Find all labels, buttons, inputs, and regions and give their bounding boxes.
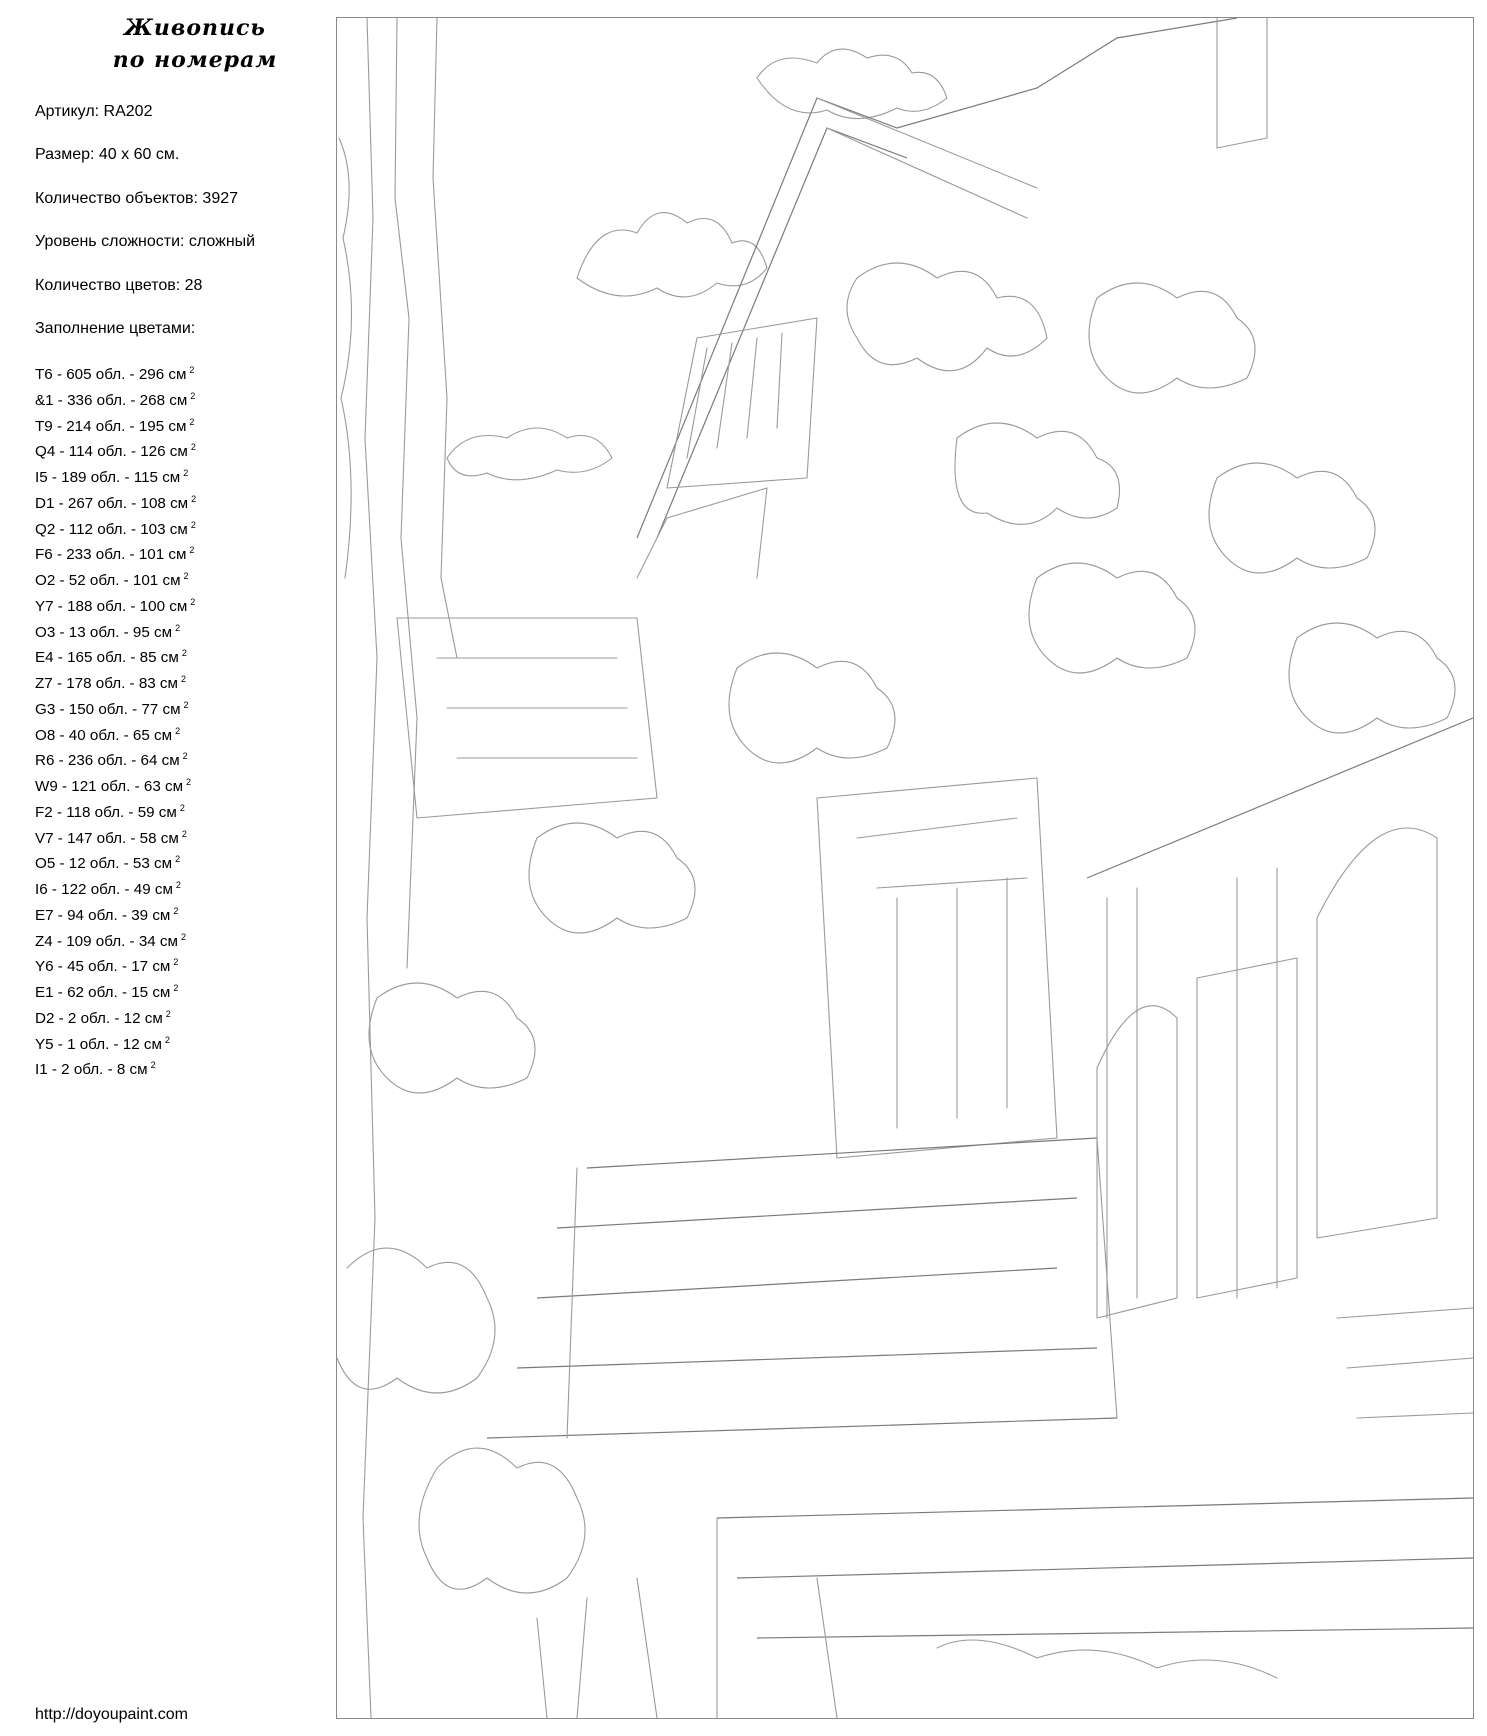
square-unit-superscript: 2 [165,1008,171,1019]
color-fill-text: &1 - 336 обл. - 268 см [35,391,188,409]
brand-logo [80,12,310,76]
color-fill-item [35,695,196,721]
square-unit-superscript: 2 [190,390,196,401]
square-unit-superscript: 2 [190,442,196,453]
color-fill-text: E7 - 94 обл. - 39 см [35,906,171,924]
brand-line-1: Живопись [124,15,266,41]
square-unit-superscript: 2 [190,596,196,607]
square-unit-superscript: 2 [190,519,196,530]
color-fill-item [35,824,196,850]
color-fill-text: D2 - 2 обл. - 12 см [35,1009,163,1027]
color-fill-text: Z4 - 109 обл. - 34 см [35,932,178,950]
color-fill-item [35,515,196,541]
color-fill-text: Q2 - 112 обл. - 103 см [35,520,188,538]
color-fill-item [35,772,196,798]
color-fill-item [35,643,196,669]
color-fill-item [35,618,196,644]
article-number: Артикул: RA202 [35,103,153,120]
color-fill-list [35,360,196,1081]
square-unit-superscript: 2 [175,725,181,736]
color-fill-item [35,1004,196,1030]
color-fill-item [35,360,196,386]
square-unit-superscript: 2 [173,905,179,916]
color-fill-text: I6 - 122 обл. - 49 см [35,881,173,898]
color-fill-text: R6 - 236 обл. - 64 см [35,752,180,770]
color-fill-item [35,669,196,695]
kit-info-sidebar [0,0,335,1736]
color-fill-item [35,463,196,489]
color-fill-item [35,952,196,978]
square-unit-superscript: 2 [180,931,186,942]
square-unit-superscript: 2 [175,854,181,865]
square-unit-superscript: 2 [173,957,179,968]
square-unit-superscript: 2 [179,802,185,813]
canvas-size: Размер: 40 х 60 см. [35,146,180,163]
colors-count: Количество цветов: 28 [35,277,203,294]
color-fill-text: W9 - 121 обл. - 63 см [35,778,184,795]
color-fill-text: O3 - 13 обл. - 95 см [35,623,173,641]
square-unit-superscript: 2 [182,751,188,762]
square-unit-superscript: 2 [181,828,187,839]
color-fill-text: O2 - 52 обл. - 101 см [35,572,181,589]
square-unit-superscript: 2 [183,468,189,478]
square-unit-superscript: 2 [180,674,186,684]
color-fill-text: Y5 - 1 обл. - 12 см [35,1035,162,1053]
color-fill-text: V7 - 147 обл. - 58 см [35,829,179,847]
objects-count: Количество объектов: 3927 [35,190,239,207]
color-fill-item [35,978,196,1004]
difficulty-level: Уровень сложности: сложный [35,233,256,250]
square-unit-superscript: 2 [183,571,189,581]
color-fill-item [35,1055,196,1081]
color-fill-item [35,746,196,772]
square-unit-superscript: 2 [189,416,195,427]
square-unit-superscript: 2 [173,983,179,993]
color-fill-text: T9 - 214 обл. - 195 см [35,417,187,435]
color-fill-text: F2 - 118 обл. - 59 см [35,803,177,821]
color-fill-text: D1 - 267 обл. - 108 см [35,494,189,512]
color-fill-text: E1 - 62 обл. - 15 см [35,984,171,1001]
website-link[interactable]: http://doyoupaint.com [35,1706,188,1723]
square-unit-superscript: 2 [150,1060,156,1071]
color-fill-item [35,1030,196,1056]
brand-line-2: по номерам [112,47,278,73]
color-fill-text: Y7 - 188 обл. - 100 см [35,597,188,615]
color-fill-item [35,927,196,953]
color-fill-item [35,437,196,463]
square-unit-superscript: 2 [181,648,187,659]
color-fill-item [35,849,196,875]
color-fill-text: O8 - 40 обл. - 65 см [35,726,173,744]
square-unit-superscript: 2 [189,365,195,375]
color-fill-text: F6 - 233 обл. - 101 см [35,546,187,564]
color-fill-item [35,566,196,592]
color-fill-text: O5 - 12 обл. - 53 см [35,855,173,873]
color-fill-text: G3 - 150 обл. - 77 см [35,700,181,718]
color-fill-item [35,592,196,618]
color-fill-item [35,875,196,901]
line-art-canvas [336,17,1474,1719]
color-fill-text: E4 - 165 обл. - 85 см [35,649,179,667]
color-fill-text: T6 - 605 обл. - 296 см [35,366,187,383]
color-fill-text: Q4 - 114 обл. - 126 см [35,443,188,461]
line-art-street-scene-icon [337,18,1473,1718]
color-fill-text: Z7 - 178 обл. - 83 см [35,675,178,692]
square-unit-superscript: 2 [183,699,189,710]
square-unit-superscript: 2 [175,622,181,633]
color-fill-item [35,798,196,824]
fill-heading: Заполнение цветами: [35,320,196,337]
color-fill-item [35,412,196,438]
color-fill-text: I1 - 2 обл. - 8 см [35,1061,148,1079]
square-unit-superscript: 2 [175,880,181,890]
square-unit-superscript: 2 [189,545,195,556]
color-fill-item [35,901,196,927]
color-fill-item [35,540,196,566]
square-unit-superscript: 2 [164,1034,170,1045]
square-unit-superscript: 2 [191,493,197,504]
square-unit-superscript: 2 [186,777,192,787]
color-fill-item [35,721,196,747]
color-fill-item [35,386,196,412]
color-fill-text: I5 - 189 обл. - 115 см [35,469,181,486]
color-fill-text: Y6 - 45 обл. - 17 см [35,958,171,976]
color-fill-item [35,489,196,515]
